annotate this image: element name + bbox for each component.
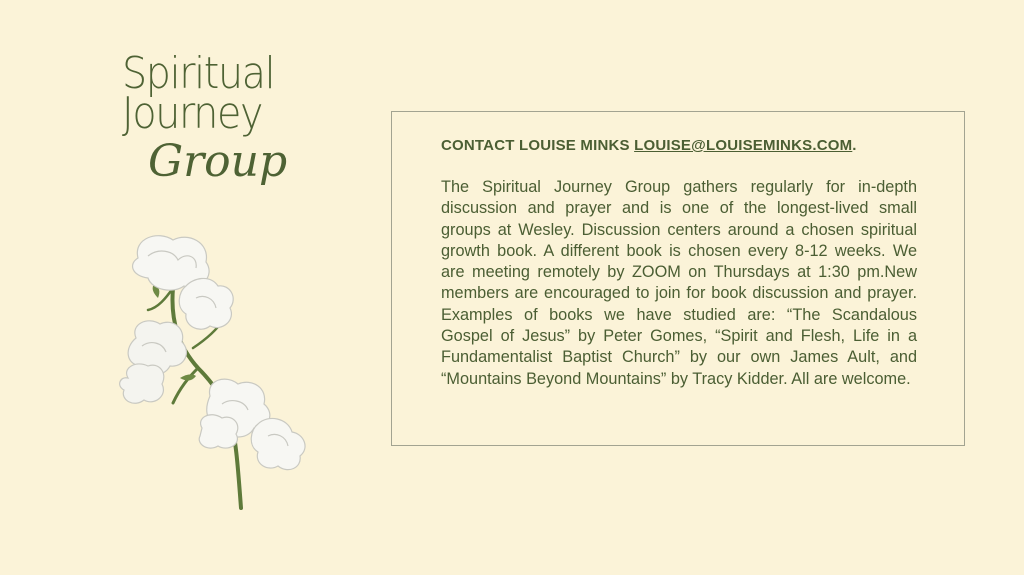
page-title <box>122 48 302 190</box>
title-script-group: Group <box>148 136 288 187</box>
sweet-pea-flower-icon <box>118 228 318 513</box>
title-line-spiritual: Spiritual <box>122 48 275 99</box>
info-panel <box>391 111 965 446</box>
contact-period: . <box>852 137 857 154</box>
contact-label: CONTACT LOUISE MINKS <box>441 137 635 154</box>
group-description: The Spiritual Journey Group gathers regularly for in-depth discussion and prayer and is one of the longest-lived small groups at Wesley. Discussion centers around a chosen spiritual growth book. A different book is chosen every 8-12 weeks. We are meeting remotely by ZOOM on Thursdays at 1:30 pm.New members are encouraged to join for book discussion and prayer. Examples of books we have studied are: “The Scandalous Gospel of Jesus” by Peter Gomes, “Spirit and Flesh, Life in a Fundamentalist Baptist Church” by our own James Ault, and “Mountains Beyond Mountains” by Tracy Kidder. All are welcome. <box>441 178 917 388</box>
title-line-journey: Journey <box>122 88 263 139</box>
contact-email-link[interactable]: LOUISE@LOUISEMINKS.COM <box>634 137 853 154</box>
contact-line <box>441 137 921 154</box>
